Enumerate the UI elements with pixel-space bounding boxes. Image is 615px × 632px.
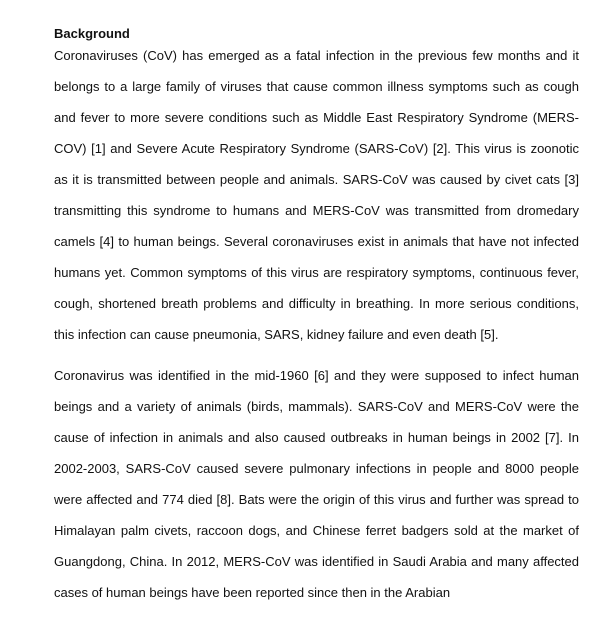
paragraph-2: Coronavirus was identified in the mid-1960 [6] and they were supposed to infect human beings and a variety of animals (birds, mammals). SARS-CoV and MERS-CoV were the cause of infection in animals and also caused outbreaks in human beings in 2002 [7]. In 2002-2003, SARS-CoV caused severe pulmonary infections in people and 8000 people were affected and 774 died [8]. Bats were the origin of this virus and further was spread to Himalayan palm civets, raccoon dogs, and Chinese ferret badgers sold at the market of Guangdong, China. In 2012, MERS-CoV was identified in Saudi Arabia and many affected cases of human beings have been reported since then in the Arabian: [54, 368, 579, 600]
document-page: [54, 25, 579, 608]
section-heading: Background: [54, 26, 130, 41]
paragraph-1: Coronaviruses (CoV) has emerged as a fatal infection in the previous few months and it belongs to a large family of viruses that cause common illness symptoms such as cough and fever to more severe conditions such as Middle East Respiratory Syndrome (MERS-COV) [1] and Severe Acute Respiratory Syndrome (SARS-CoV) [2]. This virus is zoonotic as it is transmitted between people and animals. SARS-CoV was caused by civet cats [3] transmitting this syndrome to humans and MERS-CoV was transmitted from dromedary camels [4] to human beings. Several coronaviruses exist in animals that have not infected humans yet. Common symptoms of this virus are respiratory symptoms, continuous fever, cough, shortened breath problems and difficulty in breathing. In more serious conditions, this infection can cause pneumonia, SARS, kidney failure and even death [5].: [54, 48, 579, 342]
